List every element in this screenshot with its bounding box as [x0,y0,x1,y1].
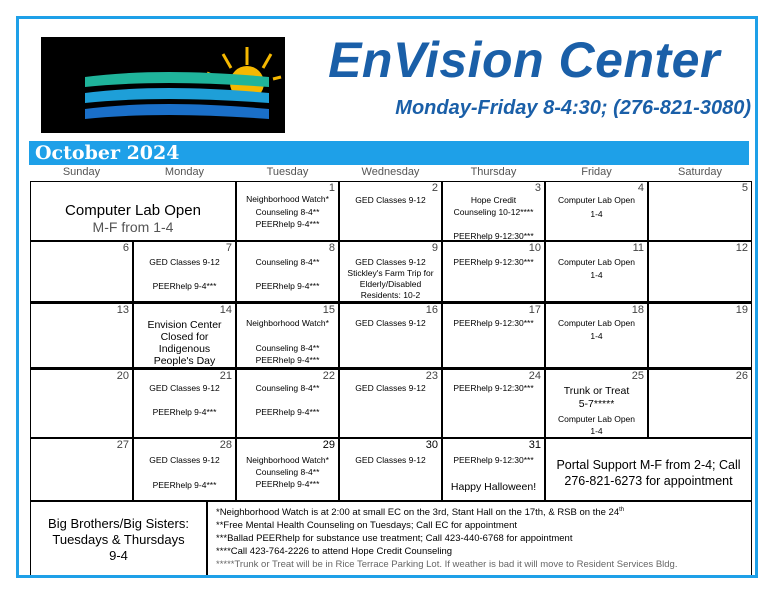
day-number: 15 [322,304,335,316]
event: 1-4 [590,426,603,436]
event: Indigenous [158,343,211,355]
day-number: 10 [528,242,541,254]
page-subtitle: Monday-Friday 8-4:30; (276-821-3080) [395,97,751,119]
day-header-tuesday: Tuesday [266,166,309,178]
footnote: ***Ballad PEERhelp for substance use treatment; Call 423-440-6768 for appointment [216,533,573,544]
footer-left-line: Big Brothers/Big Sisters: [48,516,189,531]
day-cell-25 [545,368,648,438]
event: Stickley's Farm Trip for [347,268,434,278]
event: GED Classes 9-12 [355,455,426,465]
day-header-monday: Monday [164,166,205,178]
day-number: 18 [631,304,644,316]
event: Counseling 10-12**** [453,207,534,217]
day-number: 22 [322,370,335,382]
event: GED Classes 9-12 [355,318,426,328]
day-number: 30 [425,439,438,451]
day-number: 27 [116,439,129,451]
day-header-thursday: Thursday [470,166,517,178]
day-cell-14 [133,302,236,368]
month-bar [29,141,749,165]
day-cell-19 [648,302,752,368]
day-number: 4 [637,182,644,194]
event: PEERhelp 9-4*** [152,480,217,490]
event: Counseling 8-4** [255,343,320,353]
event: GED Classes 9-12 [149,257,220,267]
day-cell-31 [442,438,545,501]
day-cell-3 [442,181,545,241]
day-number: 11 [632,242,644,254]
event: PEERhelp 9-12:30*** [453,455,534,465]
computer-lab-title: Computer Lab Open [65,202,201,219]
event: PEERhelp 9-12:30*** [453,318,534,328]
day-header-wednesday: Wednesday [361,166,420,178]
day-header-friday: Friday [581,166,612,178]
day-cell-27 [30,438,133,501]
day-number: 12 [735,242,748,254]
event: GED Classes 9-12 [355,383,426,393]
event: PEERhelp 9-4*** [255,407,320,417]
day-number: 14 [219,304,232,316]
day-number: 1 [328,182,335,194]
day-cell-22 [236,368,339,438]
event: PEERhelp 9-4*** [255,355,320,365]
day-header-sunday: Sunday [62,166,101,178]
day-cell-10 [442,241,545,302]
event: Computer Lab Open [557,195,636,205]
logo [41,37,285,133]
footnote: ****Call 423-764-2226 to attend Hope Credit Counseling [216,546,453,557]
day-number: 6 [122,242,129,254]
day-number: 16 [425,304,438,316]
day-cell-24 [442,368,545,438]
event: Hope Credit [470,195,517,205]
event: Envision Center [147,319,222,331]
day-cell-26 [648,368,752,438]
day-number: 28 [219,439,232,451]
event: Counseling 8-4** [255,207,320,217]
day-header-saturday: Saturday [677,166,723,178]
event: Closed for [160,331,209,343]
day-number: 8 [328,242,335,254]
day-cell-20 [30,368,133,438]
footnotes-block [207,501,752,578]
event: PEERhelp 9-4*** [152,281,217,291]
event: PEERhelp 9-4*** [255,281,320,291]
event: People's Day [153,355,216,367]
day-number: 31 [528,439,541,451]
event: Trunk or Treat [563,385,630,397]
day-number: 2 [431,182,438,194]
computer-lab-hours: M-F from 1-4 [92,219,174,235]
event: 1-4 [590,331,603,341]
day-cell-28 [133,438,236,501]
day-cell-8 [236,241,339,302]
day-cell-29 [236,438,339,501]
day-number: 9 [431,242,438,254]
day-cell-13 [30,302,133,368]
day-number: 21 [219,370,232,382]
event: Computer Lab Open [557,257,636,267]
day-cell-30 [339,438,442,501]
day-cell-2 [339,181,442,241]
day-cell-11 [545,241,648,302]
day-cell-23 [339,368,442,438]
day-cell-16 [339,302,442,368]
day-number: 25 [631,370,644,382]
footer-left-line: 9-4 [109,548,128,563]
footer-left-line: Tuesdays & Thursdays [52,532,185,547]
event: GED Classes 9-12 [149,383,220,393]
day-cell-21 [133,368,236,438]
event: Neighborhood Watch* [246,318,329,328]
day-number: 29 [322,439,335,451]
sun-waves-icon [41,37,285,133]
event: Residents: 10-2 [360,290,421,300]
event: Neighborhood Watch* [246,194,329,204]
day-number: 23 [425,370,438,382]
page-title: EnVision Center [328,32,720,88]
event: GED Classes 9-12 [355,195,426,205]
day-cell-6 [30,241,133,302]
calendar-grid [30,181,752,501]
event: PEERhelp 9-12:30*** [453,257,534,267]
flyer-frame [16,16,758,578]
big-brothers-block [30,501,207,578]
day-cell-9 [339,241,442,302]
event: GED Classes 9-12 [149,455,220,465]
day-cell-17 [442,302,545,368]
event: PEERhelp 9-4*** [255,219,320,229]
event: Computer Lab Open [557,414,636,424]
event: Counseling 8-4** [255,383,320,393]
day-cell-12 [648,241,752,302]
event: Neighborhood Watch* [246,455,329,465]
day-number: 19 [735,304,748,316]
day-number: 24 [528,370,541,382]
day-number: 26 [735,370,748,382]
day-number: 20 [116,370,129,382]
day-cell-7 [133,241,236,302]
event: PEERhelp 9-12:30*** [453,383,534,393]
event: 1-4 [590,270,603,280]
event: 1-4 [590,209,603,219]
day-number: 5 [741,182,748,194]
event: PEERhelp 9-4*** [255,479,320,489]
footnote: **Free Mental Health Counseling on Tuesdays; Call EC for appointment [216,520,517,531]
footnote: *Neighborhood Watch is at 2:00 at small EC on the 3rd, Stant Hall on the 17th, & RSB on the 24th [216,506,625,518]
event: Counseling 8-4** [255,467,320,477]
event: Computer Lab Open [557,318,636,328]
day-number: 7 [225,242,232,254]
day-cell-1 [236,181,339,241]
event: GED Classes 9-12 [355,257,426,267]
day-cell-18 [545,302,648,368]
portal-support-text: Portal Support M-F from 2-4; Call 276-821-6273 for appointment [556,458,741,488]
day-number: 3 [534,182,541,194]
day-cell-4 [545,181,648,241]
event: 5-7***** [578,398,615,410]
event: Happy Halloween! [450,481,537,493]
day-cell-15 [236,302,339,368]
event: Elderly/Disabled [359,279,422,289]
event: Counseling 8-4** [255,257,320,267]
computer-lab-block [30,181,236,241]
day-number: 17 [528,304,541,316]
footnote: *****Trunk or Treat will be in Rice Terrace Parking Lot. If weather is bad it will move to Resident Services Bldg. [216,559,678,570]
day-number: 13 [116,304,129,316]
day-cell-5 [648,181,752,241]
event: PEERhelp 9-4*** [152,407,217,417]
month-label: October 2024 [35,142,180,164]
portal-support-block [545,438,752,501]
event: PEERhelp 9-12:30*** [453,231,534,241]
